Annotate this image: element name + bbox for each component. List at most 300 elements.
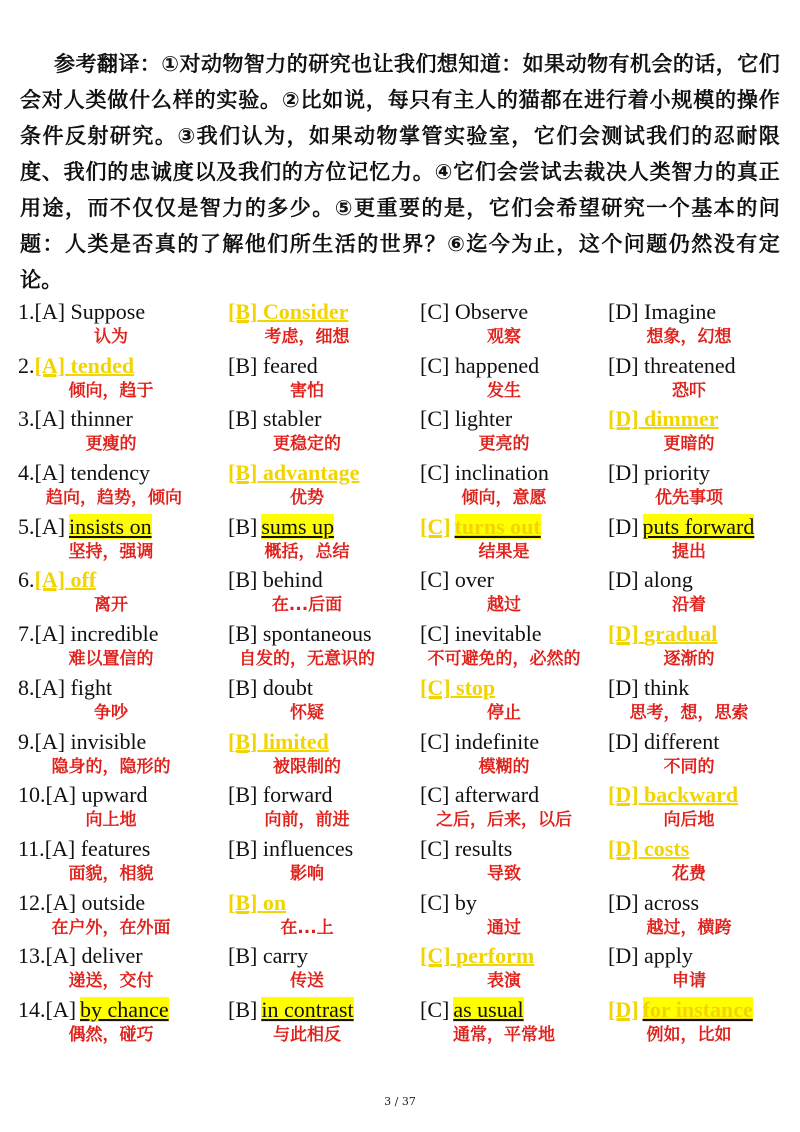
option-word: different xyxy=(644,728,720,754)
option-word: features xyxy=(80,835,151,861)
option-chinese-meaning: 与此相反 xyxy=(273,1024,341,1045)
option-word: turns out xyxy=(454,513,541,539)
option-chinese-meaning: 被限制的 xyxy=(273,756,341,777)
option-key: [B] xyxy=(228,352,258,378)
option-english xyxy=(608,459,800,487)
option-c xyxy=(420,942,620,992)
question-number: 11. xyxy=(18,835,45,861)
option-d xyxy=(608,781,800,831)
option-word: incredible xyxy=(70,621,159,647)
option-english xyxy=(420,566,620,594)
option-key: [C] xyxy=(420,513,451,539)
question-row xyxy=(18,835,788,889)
option-word: Observe xyxy=(454,299,529,324)
option-a xyxy=(18,298,218,347)
option-a xyxy=(18,889,218,938)
option-chinese-meaning: 想象，幻想 xyxy=(646,327,732,347)
question-row xyxy=(18,620,788,674)
option-chinese-meaning: 停止 xyxy=(487,702,521,723)
option-d xyxy=(608,566,800,616)
option-b xyxy=(228,781,428,831)
option-chinese-meaning: 导致 xyxy=(487,863,521,884)
option-a xyxy=(18,996,218,1045)
vocabulary-options-list xyxy=(18,298,788,1050)
option-c xyxy=(420,781,620,831)
option-key: [B] xyxy=(228,621,258,647)
option-chinese-meaning: 面貌，相貌 xyxy=(68,863,154,884)
option-word: gradual xyxy=(644,621,718,647)
option-a xyxy=(18,942,218,992)
option-a xyxy=(18,459,218,509)
option-english xyxy=(608,889,800,917)
question-number: 14. xyxy=(18,996,46,1022)
option-chinese-meaning: 不可避免的，必然的 xyxy=(427,649,581,670)
option-chinese-meaning: 不同的 xyxy=(663,756,715,777)
question-number: 5. xyxy=(18,513,35,539)
option-english xyxy=(420,352,620,380)
option-d xyxy=(608,728,800,777)
option-key: [D] xyxy=(608,835,639,861)
option-key: [B] xyxy=(228,728,258,754)
option-english xyxy=(608,298,800,326)
option-a xyxy=(18,728,218,777)
question-number: 1. xyxy=(18,299,35,324)
option-chinese-meaning: 害怕 xyxy=(290,380,324,401)
option-english xyxy=(228,835,428,863)
option-chinese-meaning: 沿着 xyxy=(672,595,706,616)
option-key: [D] xyxy=(608,782,639,808)
option-chinese-meaning: 争吵 xyxy=(94,702,128,723)
option-word: fight xyxy=(70,674,113,700)
option-chinese-meaning: 通过 xyxy=(487,917,521,938)
option-d xyxy=(608,620,800,670)
option-english xyxy=(18,674,218,702)
option-chinese-meaning: 之后，后来，以后 xyxy=(436,810,572,831)
option-key: [D] xyxy=(608,352,639,378)
option-english xyxy=(18,298,218,326)
option-chinese-meaning: 模糊的 xyxy=(478,756,530,777)
option-english xyxy=(228,352,428,380)
option-key: [A] xyxy=(34,299,66,324)
option-chinese-meaning: 离开 xyxy=(94,595,128,616)
question-number: 12. xyxy=(18,889,46,915)
option-word: sums up xyxy=(261,513,335,539)
option-word: priority xyxy=(644,460,711,486)
option-c xyxy=(420,459,620,509)
option-c xyxy=(420,889,620,938)
option-word: on xyxy=(262,889,287,915)
question-row xyxy=(18,781,788,835)
option-key: [C] xyxy=(420,406,450,432)
option-word: indefinite xyxy=(454,728,540,754)
option-key: [C] xyxy=(420,782,450,808)
option-d xyxy=(608,459,800,509)
correct-answer-option xyxy=(18,352,218,380)
option-chinese-meaning: 逐渐的 xyxy=(663,649,715,670)
option-key: [B] xyxy=(228,567,258,593)
option-c xyxy=(420,566,620,616)
option-a xyxy=(18,620,218,670)
option-d xyxy=(608,835,800,884)
option-english xyxy=(228,566,428,594)
option-d xyxy=(608,513,800,562)
question-number: 3. xyxy=(18,406,35,432)
option-b xyxy=(228,889,428,938)
option-key: [B] xyxy=(228,996,258,1022)
option-key: [C] xyxy=(420,835,450,861)
option-chinese-meaning: 考虑，细想 xyxy=(264,327,350,347)
option-chinese-meaning: 优先事项 xyxy=(655,488,723,509)
option-english xyxy=(228,996,428,1024)
option-chinese-meaning: 通常，平常地 xyxy=(453,1024,555,1045)
option-c xyxy=(420,405,620,455)
option-key: [B] xyxy=(228,513,258,539)
correct-answer-option xyxy=(608,405,800,433)
option-chinese-meaning: 难以置信的 xyxy=(68,649,154,670)
option-key: [A] xyxy=(45,996,77,1022)
option-word: costs xyxy=(644,835,690,861)
option-chinese-meaning: 自发的，无意识的 xyxy=(239,649,375,670)
option-key: [B] xyxy=(228,406,258,432)
option-chinese-meaning: 传送 xyxy=(290,971,324,992)
option-english xyxy=(18,996,218,1024)
option-key: [C] xyxy=(420,728,450,754)
option-english xyxy=(420,996,620,1024)
option-key: [B] xyxy=(228,460,258,486)
option-key: [A] xyxy=(34,406,66,432)
option-key: [C] xyxy=(420,352,450,378)
option-chinese-meaning: 结果是 xyxy=(478,541,530,562)
option-chinese-meaning: 在...后面 xyxy=(271,595,343,616)
option-b xyxy=(228,566,428,616)
option-english xyxy=(420,459,620,487)
option-key: [A] xyxy=(45,943,77,969)
option-word: tended xyxy=(70,352,135,378)
option-word: happened xyxy=(454,352,540,378)
option-key: [A] xyxy=(34,728,66,754)
option-a xyxy=(18,674,218,723)
option-chinese-meaning: 概括，总结 xyxy=(264,541,350,562)
option-key: [C] xyxy=(420,943,451,969)
option-b xyxy=(228,835,428,884)
question-row xyxy=(18,459,788,513)
option-chinese-meaning: 隐身的，隐形的 xyxy=(51,756,171,777)
option-chinese-meaning: 提出 xyxy=(672,541,706,562)
option-word: stop xyxy=(456,674,496,700)
option-word: invisible xyxy=(70,728,147,754)
option-key: [D] xyxy=(608,406,639,432)
option-chinese-meaning: 趋向，趋势，倾向 xyxy=(46,488,182,509)
option-english xyxy=(420,728,620,756)
correct-answer-option xyxy=(228,728,428,756)
option-chinese-meaning: 向前，前进 xyxy=(264,810,350,831)
option-english xyxy=(420,781,620,809)
option-key: [C] xyxy=(420,460,450,486)
option-b xyxy=(228,459,428,509)
option-word: inclination xyxy=(454,460,549,486)
option-word: dimmer xyxy=(644,406,719,432)
option-c xyxy=(420,352,620,401)
option-a xyxy=(18,781,218,831)
option-english xyxy=(228,942,428,970)
option-english xyxy=(18,620,218,648)
option-english xyxy=(608,942,800,970)
option-key: [A] xyxy=(34,621,66,647)
question-row xyxy=(18,942,788,996)
option-key: [D] xyxy=(608,299,639,324)
option-key: [A] xyxy=(44,835,76,861)
option-b xyxy=(228,513,428,562)
option-word: outside xyxy=(81,889,146,915)
option-chinese-meaning: 越过 xyxy=(487,595,521,616)
option-key: [D] xyxy=(608,621,639,647)
option-word: perform xyxy=(456,943,535,969)
question-row xyxy=(18,298,788,352)
option-chinese-meaning: 越过，横跨 xyxy=(646,917,732,938)
option-key: [A] xyxy=(34,674,66,700)
option-word: results xyxy=(454,835,513,861)
option-key: [B] xyxy=(228,299,258,324)
option-b xyxy=(228,674,428,723)
option-key: [C] xyxy=(420,621,450,647)
option-chinese-meaning: 认为 xyxy=(94,327,128,347)
correct-answer-option xyxy=(420,674,620,702)
option-b xyxy=(228,298,428,347)
question-row xyxy=(18,513,788,567)
option-word: inevitable xyxy=(454,621,542,647)
option-key: [A] xyxy=(34,352,66,378)
option-english xyxy=(420,405,620,433)
option-word: limited xyxy=(262,728,329,754)
option-word: in contrast xyxy=(261,996,354,1022)
option-word: forward xyxy=(262,782,333,808)
option-key: [C] xyxy=(420,674,451,700)
option-english xyxy=(18,513,218,541)
option-key: [D] xyxy=(608,943,639,969)
option-key: [C] xyxy=(420,889,450,915)
correct-answer-option xyxy=(420,942,620,970)
correct-answer-option xyxy=(420,513,620,541)
option-word: puts forward xyxy=(642,513,755,539)
option-c xyxy=(420,620,620,670)
option-word: Imagine xyxy=(644,299,717,324)
question-number: 10. xyxy=(18,782,46,808)
question-number: 4. xyxy=(18,460,35,486)
question-row xyxy=(18,728,788,782)
option-d xyxy=(608,674,800,723)
correct-answer-option xyxy=(18,566,218,594)
option-chinese-meaning: 恐吓 xyxy=(672,380,706,401)
option-word: by chance xyxy=(80,996,169,1022)
question-number: 9. xyxy=(18,728,35,754)
question-row xyxy=(18,674,788,728)
question-number: 7. xyxy=(18,621,35,647)
option-key: [A] xyxy=(45,782,77,808)
option-word: Suppose xyxy=(70,299,146,324)
question-number: 2. xyxy=(18,352,35,378)
correct-answer-option xyxy=(228,459,428,487)
option-key: [A] xyxy=(45,889,77,915)
option-chinese-meaning: 观察 xyxy=(487,327,521,347)
option-key: [D] xyxy=(608,567,639,593)
option-key: [D] xyxy=(608,728,639,754)
option-c xyxy=(420,674,620,723)
option-english xyxy=(228,674,428,702)
option-english xyxy=(18,781,218,809)
option-word: tendency xyxy=(70,460,150,486)
option-c xyxy=(420,513,620,562)
option-b xyxy=(228,352,428,401)
option-key: [A] xyxy=(34,460,66,486)
question-row xyxy=(18,996,788,1050)
option-word: insists on xyxy=(69,513,152,539)
option-word: over xyxy=(454,567,494,593)
question-row xyxy=(18,889,788,943)
option-b xyxy=(228,728,428,777)
option-a xyxy=(18,405,218,455)
option-chinese-meaning: 在...上 xyxy=(280,917,334,938)
option-english xyxy=(228,513,428,541)
correct-answer-option xyxy=(228,298,428,326)
page-number: 3 / 37 xyxy=(384,1095,416,1108)
option-key: [D] xyxy=(608,996,639,1022)
option-english xyxy=(608,352,800,380)
option-key: [D] xyxy=(608,889,639,915)
option-chinese-meaning: 发生 xyxy=(487,380,521,401)
question-number: 6. xyxy=(18,567,35,593)
question-number: 13. xyxy=(18,943,46,969)
option-key: [B] xyxy=(228,782,258,808)
question-row xyxy=(18,566,788,620)
option-chinese-meaning: 更瘦的 xyxy=(85,434,137,455)
option-english xyxy=(18,728,218,756)
option-chinese-meaning: 倾向，趋于 xyxy=(68,380,154,401)
option-word: think xyxy=(644,674,690,700)
option-c xyxy=(420,996,620,1045)
option-word: for instance xyxy=(642,996,753,1022)
option-a xyxy=(18,352,218,401)
option-d xyxy=(608,889,800,938)
option-word: feared xyxy=(262,352,318,378)
correct-answer-option xyxy=(608,781,800,809)
option-english xyxy=(18,459,218,487)
option-english xyxy=(420,620,620,648)
option-word: threatened xyxy=(644,352,736,378)
correct-answer-option xyxy=(228,889,428,917)
option-key: [D] xyxy=(608,460,639,486)
option-english xyxy=(228,620,428,648)
option-chinese-meaning: 在户外，在外面 xyxy=(51,917,171,938)
option-chinese-meaning: 更稳定的 xyxy=(273,434,341,455)
question-row xyxy=(18,405,788,459)
reference-translation: 参考翻译：①对动物智力的研究也让我们想知道：如果动物有机会的话，它们会对人类做什么样的实验。②比如说，每只有主人的猫都在进行着小规模的操作条件反射研究。③我们认为，如果动物掌管实验室，它们会测试我们的忍耐限度、我们的忠诚度以及我们的方位记忆力。④它们会尝试去裁决人类智力的真正用途，而不仅仅是智力的多少。⑤更重要的是，它们会希望研究一个基本的问题：人类是否真的了解他们所生活的世界？⑥迄今为止，这个问题仍然没有定论。 xyxy=(20,52,780,292)
option-c xyxy=(420,298,620,347)
option-chinese-meaning: 递送，交付 xyxy=(68,971,154,992)
option-chinese-meaning: 例如，比如 xyxy=(646,1024,732,1045)
option-chinese-meaning: 偶然，碰巧 xyxy=(68,1024,154,1045)
option-c xyxy=(420,728,620,777)
option-chinese-meaning: 怀疑 xyxy=(290,702,324,723)
option-word: afterward xyxy=(454,782,540,808)
option-d xyxy=(608,352,800,401)
option-english xyxy=(18,889,218,917)
option-chinese-meaning: 思考，想，思索 xyxy=(629,702,749,723)
option-english xyxy=(420,298,620,326)
option-chinese-meaning: 更暗的 xyxy=(663,434,715,455)
option-chinese-meaning: 表演 xyxy=(487,971,521,992)
option-chinese-meaning: 向上地 xyxy=(85,810,137,831)
option-a xyxy=(18,835,218,884)
option-key: [C] xyxy=(420,567,450,593)
option-key: [B] xyxy=(228,674,258,700)
option-english xyxy=(608,728,800,756)
option-word: along xyxy=(644,567,693,593)
option-chinese-meaning: 更亮的 xyxy=(478,434,530,455)
option-chinese-meaning: 坚持，强调 xyxy=(68,541,154,562)
option-key: [B] xyxy=(228,943,258,969)
option-chinese-meaning: 向后地 xyxy=(663,810,715,831)
option-english xyxy=(608,674,800,702)
option-word: deliver xyxy=(81,943,143,969)
correct-answer-option xyxy=(608,996,800,1024)
option-english xyxy=(608,566,800,594)
option-word: influences xyxy=(262,835,354,861)
option-word: lighter xyxy=(454,406,513,432)
option-word: thinner xyxy=(70,406,133,432)
option-word: Consider xyxy=(262,299,349,324)
option-english xyxy=(420,889,620,917)
option-a xyxy=(18,513,218,562)
option-english xyxy=(228,405,428,433)
option-chinese-meaning: 影响 xyxy=(290,863,324,884)
option-word: by xyxy=(454,889,477,915)
option-english xyxy=(18,405,218,433)
option-word: behind xyxy=(262,567,323,593)
option-b xyxy=(228,405,428,455)
option-word: apply xyxy=(644,943,693,969)
option-key: [B] xyxy=(228,889,258,915)
option-english xyxy=(420,835,620,863)
option-d xyxy=(608,405,800,455)
option-word: as usual xyxy=(453,996,524,1022)
option-word: spontaneous xyxy=(262,621,372,647)
option-key: [C] xyxy=(420,299,450,324)
option-key: [A] xyxy=(34,513,66,539)
option-b xyxy=(228,620,428,670)
option-english xyxy=(228,781,428,809)
option-chinese-meaning: 倾向，意愿 xyxy=(461,488,547,509)
option-english xyxy=(608,513,800,541)
option-word: off xyxy=(70,567,97,593)
option-word: across xyxy=(644,889,700,915)
option-key: [A] xyxy=(34,567,66,593)
option-key: [B] xyxy=(228,835,258,861)
option-word: doubt xyxy=(262,674,313,700)
option-key: [C] xyxy=(420,996,450,1022)
question-row xyxy=(18,352,788,406)
option-c xyxy=(420,835,620,884)
option-english xyxy=(18,835,218,863)
question-number: 8. xyxy=(18,674,35,700)
option-chinese-meaning: 申请 xyxy=(672,971,706,992)
option-a xyxy=(18,566,218,616)
option-b xyxy=(228,942,428,992)
correct-answer-option xyxy=(608,835,800,863)
option-d xyxy=(608,298,800,347)
option-english xyxy=(18,942,218,970)
option-chinese-meaning: 优势 xyxy=(290,488,324,509)
option-key: [D] xyxy=(608,674,639,700)
